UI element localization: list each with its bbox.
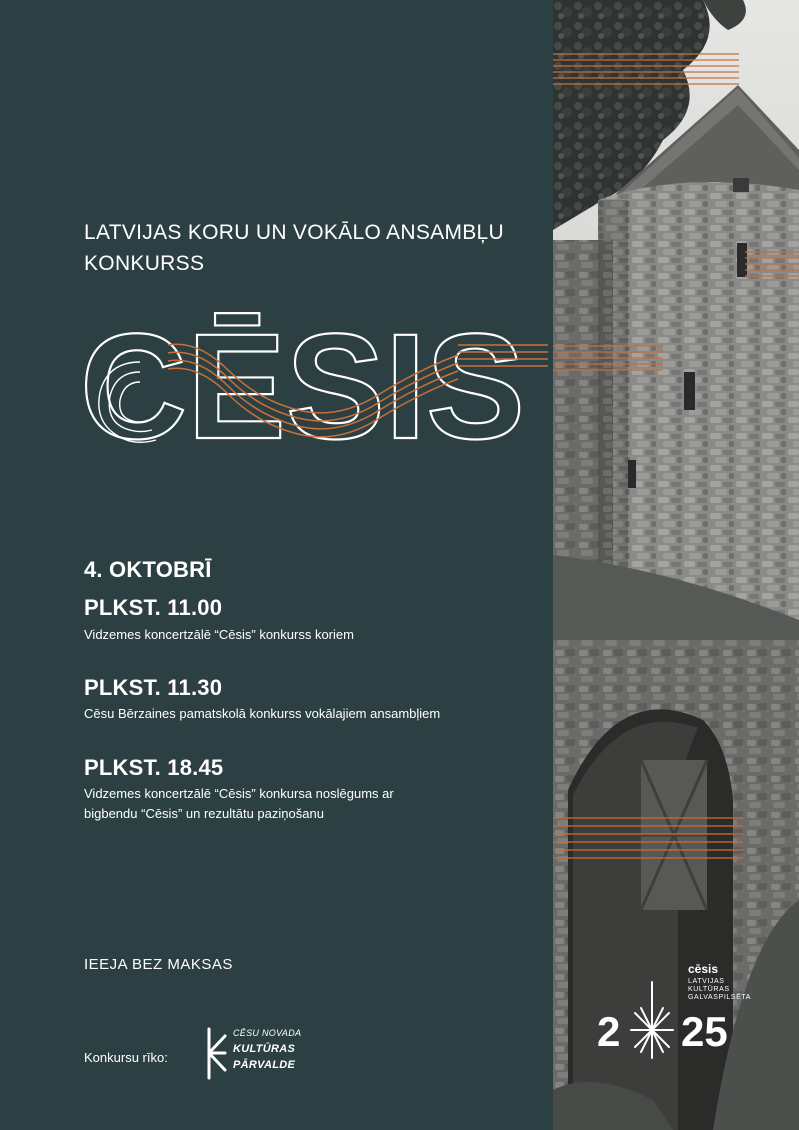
schedule-desc-3-line-2: bigbendu “Cēsis” un rezultātu paziņošanu: [84, 806, 324, 821]
capital-logo-number-left: 2: [597, 1008, 621, 1055]
schedule-desc-3-line-1: Vidzemes koncertzālē “Cēsis” konkursa noslēgums ar: [84, 786, 394, 801]
organizer-label: Konkursu rīko:: [84, 1050, 168, 1065]
schedule-desc-3: [84, 784, 394, 824]
castle-photo: [553, 0, 799, 1130]
organizer-logo-line-1: CĒSU NOVADA: [233, 1028, 302, 1038]
capital-logo-line-1: LATVIJAS: [688, 978, 725, 985]
organizer-logo-line-3: PĀRVALDE: [233, 1059, 296, 1071]
schedule-time-1: PLKST. 11.00: [84, 595, 223, 620]
castle-photo-image: [553, 0, 799, 1130]
schedule-time-2: PLKST. 11.30: [84, 675, 223, 700]
capital-logo-name: cēsis: [688, 962, 719, 976]
cesis-logotype-text: CĒSIS: [80, 302, 525, 470]
schedule-desc-2: Cēsu Bērzaines pamatskolā konkurss vokālajiem ansambļiem: [84, 706, 441, 721]
culture-capital-logo: [597, 962, 777, 1062]
subtitle-line-1: LATVIJAS KORU UN VOKĀLO ANSAMBĻU: [84, 221, 504, 244]
cesis-logotype: [78, 300, 548, 480]
capital-logo-line-3: GALVASPILSĒTA: [688, 994, 752, 1001]
capital-logo-line-2: KULTŪRAS: [688, 986, 730, 993]
schedule-time-3: PLKST. 18.45: [84, 755, 224, 780]
organizer-logo-line-2: KULTŪRAS: [233, 1043, 296, 1055]
free-entry-notice: IEEJA BEZ MAKSAS: [84, 956, 233, 973]
capital-logo-number-right: 25: [681, 1008, 728, 1055]
subtitle-line-2: KONKURSS: [84, 252, 205, 275]
asterisk-star-icon: [629, 980, 675, 1060]
kulturas-parvalde-logo: [203, 1026, 323, 1082]
arrow-mark-icon: [203, 1026, 229, 1082]
competition-subtitle: [84, 217, 504, 279]
schedule-desc-1: Vidzemes koncertzālē “Cēsis” konkurss koriem: [84, 627, 354, 642]
event-date: 4. OKTOBRĪ: [84, 557, 212, 582]
